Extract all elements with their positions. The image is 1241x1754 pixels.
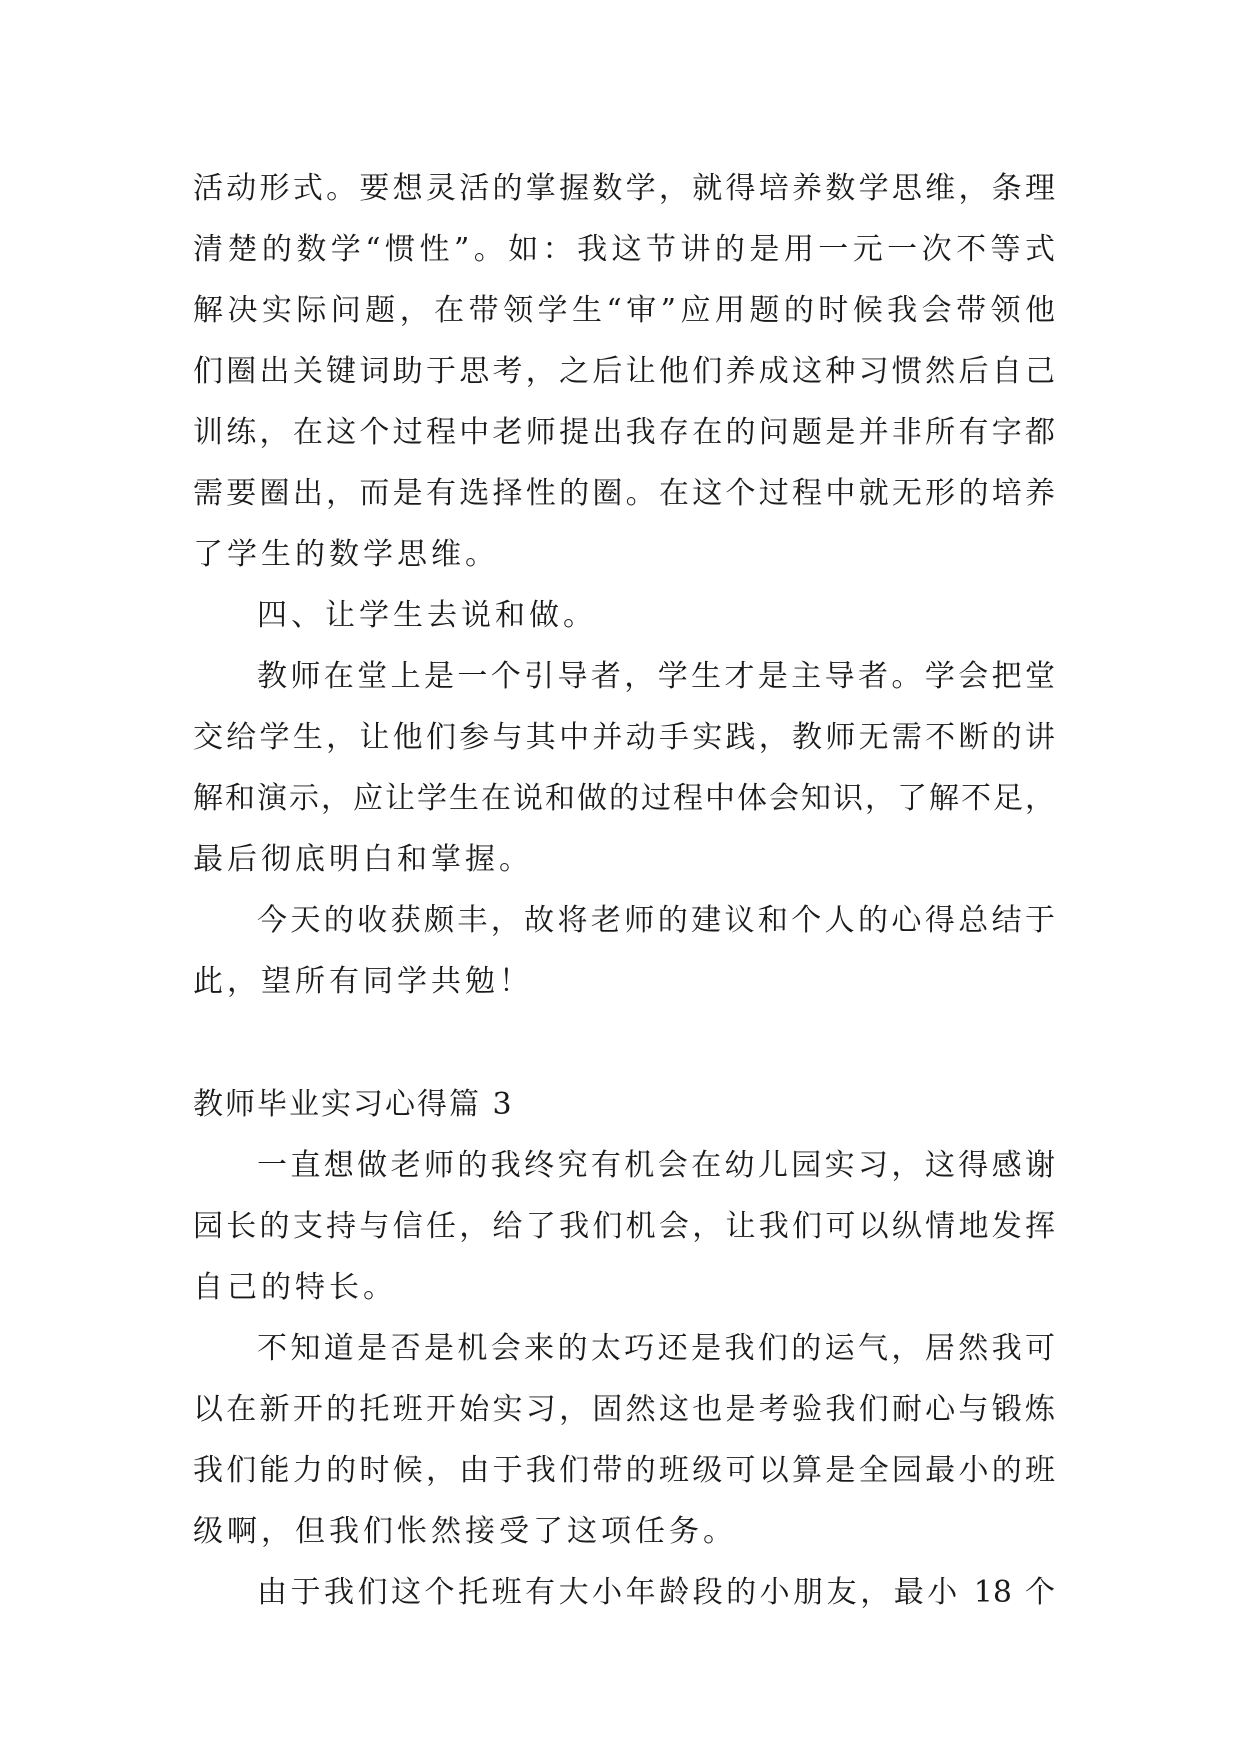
text-line: 解决实际问题，在带领学生“审”应用题的时候我会带领他 [193,293,1055,328]
text-line: 清楚的数学“惯性”。如：我这节讲的是用一元一次不等式 [193,232,1055,267]
paragraph-age-groups [193,1562,1055,1623]
text-line: 解和演示，应让学生在说和做的过程中体会知识，了解不足， [193,781,1055,816]
text-line: 四、让学生去说和做。 [257,598,597,633]
text-line: 需要圈出，而是有选择性的圈。在这个过程中就无形的培养 [193,476,1055,511]
paragraph-teacher-guide [193,646,1055,890]
text-line: 们圈出关键词助于思考，之后让他们养成这种习惯然后自己 [193,354,1055,389]
text-line: 教师毕业实习心得篇 3 [193,1087,514,1122]
text-line: 此，望所有同学共勉！ [193,964,533,999]
text-line: 最后彻底明白和掌握。 [193,842,533,877]
article-title [193,1074,1055,1135]
paragraph-conclusion [193,890,1055,1012]
text-line: 训练，在这个过程中老师提出我存在的问题是并非所有字都 [193,415,1055,450]
text-line: 我们能力的时候，由于我们带的班级可以算是全园最小的班 [193,1453,1055,1488]
text-line: 以在新开的托班开始实习，固然这也是考验我们耐心与锻炼 [193,1392,1055,1427]
text-line: 由于我们这个托班有大小年龄段的小朋友，最小 18 个 [257,1575,1055,1610]
paragraph-math-thinking [193,158,1055,585]
document-body [193,158,1055,1623]
text-line: 交给学生，让他们参与其中并动手实践，教师无需不断的讲 [193,720,1055,755]
section-gap [193,1012,1055,1074]
text-line: 级啊，但我们怅然接受了这项任务。 [193,1514,737,1549]
text-line: 一直想做老师的我终究有机会在幼儿园实习，这得感谢 [257,1148,1055,1183]
section-heading-four [193,585,1055,646]
text-line: 教师在堂上是一个引导者，学生才是主导者。学会把堂 [257,659,1055,694]
text-line: 了学生的数学思维。 [193,537,499,572]
paragraph-kindergarten-intro [193,1135,1055,1318]
text-line: 活动形式。要想灵活的掌握数学，就得培养数学思维，条理 [193,171,1055,206]
text-line: 今天的收获颇丰，故将老师的建议和个人的心得总结于 [257,903,1055,938]
text-line: 不知道是否是机会来的太巧还是我们的运气，居然我可 [257,1331,1055,1366]
text-line: 园长的支持与信任，给了我们机会，让我们可以纵情地发挥 [193,1209,1055,1244]
text-line: 自己的特长。 [193,1270,397,1305]
paragraph-toddler-class [193,1318,1055,1562]
